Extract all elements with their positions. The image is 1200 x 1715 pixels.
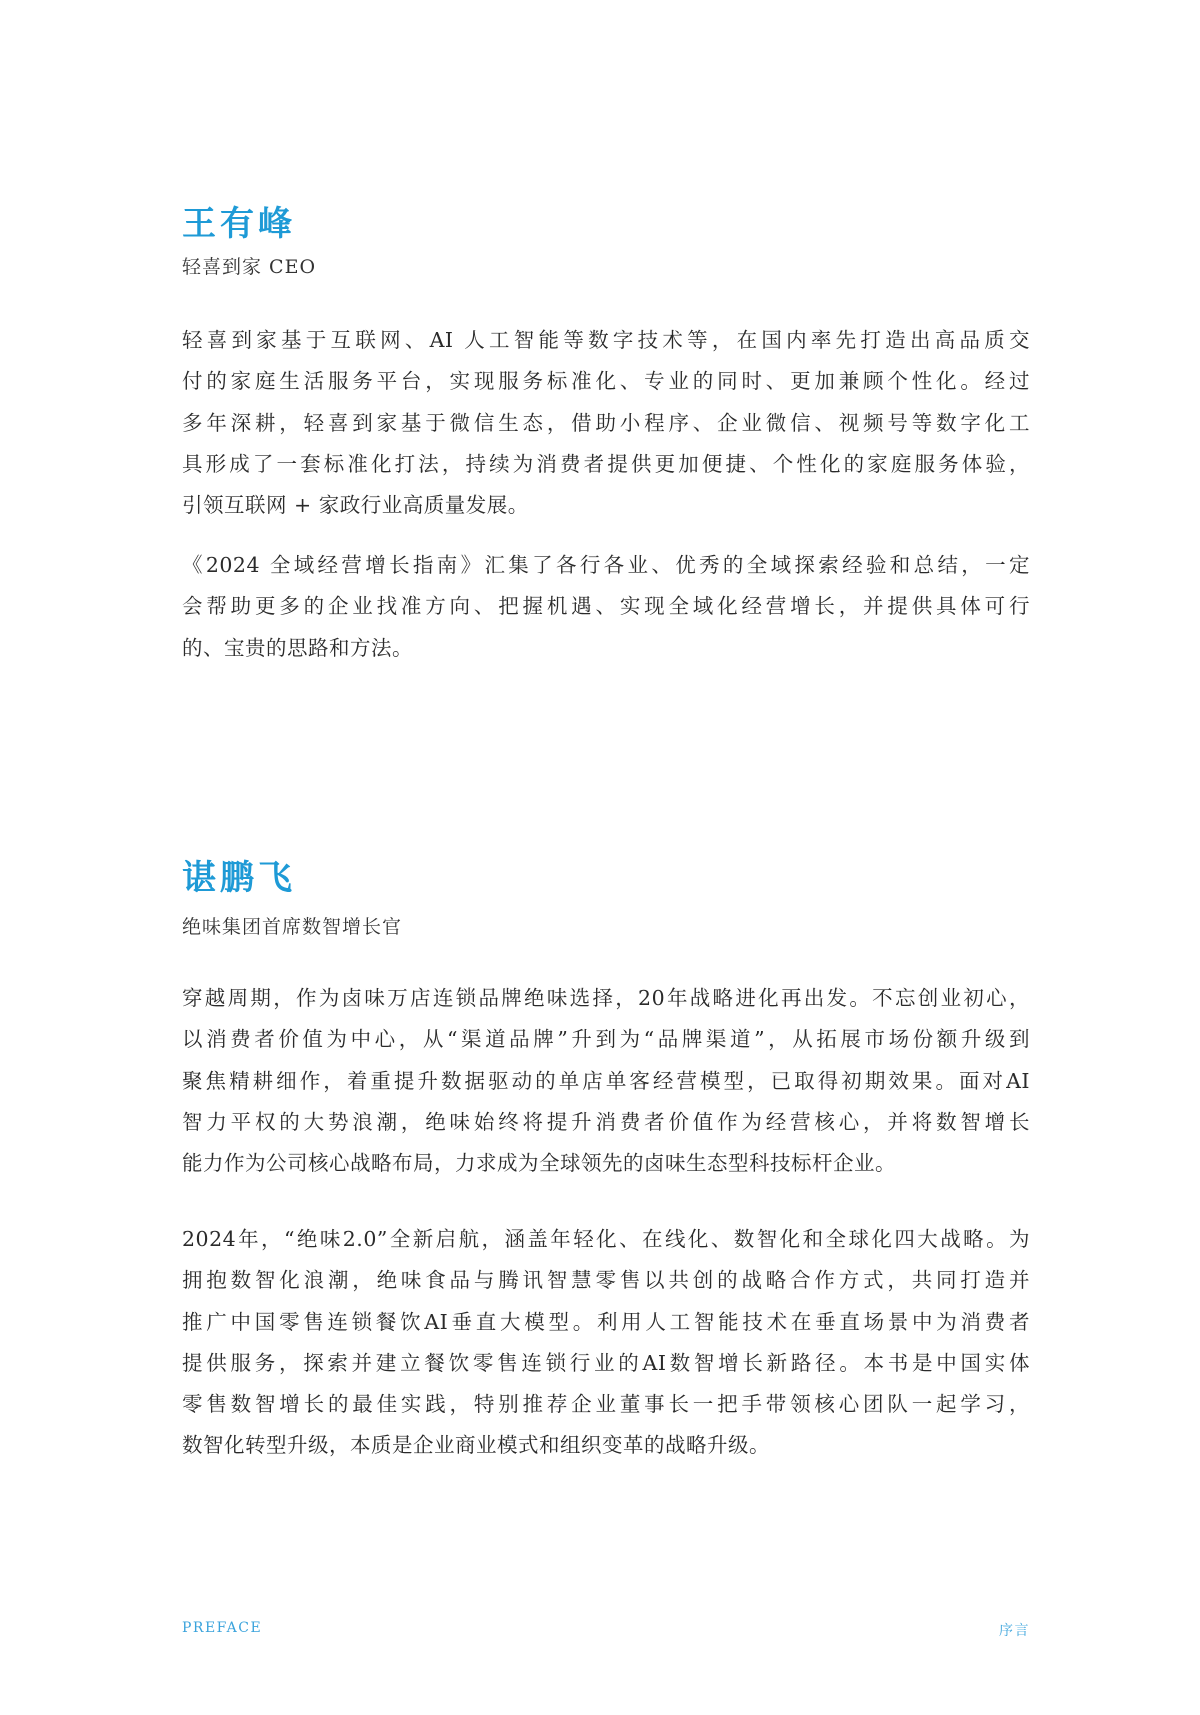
text-line: 穿越周期，作为卤味万店连锁品牌绝味选择，20年战略进化再出发。不忘创业初心，	[182, 986, 1030, 1010]
text-line: 2024年，“绝味2.0”全新启航，涵盖年轻化、在线化、数智化和全球化四大战略。为	[182, 1227, 1030, 1251]
author-name: 王有峰	[182, 204, 296, 244]
paragraph	[182, 320, 1030, 526]
text-line: 能力作为公司核心战略布局，力求成为全球领先的卤味生态型科技标杆企业。	[182, 1151, 896, 1176]
text-line: 智力平权的大势浪潮，绝味始终将提升消费者价值作为经营核心，并将数智增长	[182, 1109, 1030, 1134]
text-line: 多年深耕，轻喜到家基于微信生态，借助小程序、企业微信、视频号等数字化工	[182, 410, 1030, 435]
author-role: 绝味集团首席数智增长官	[182, 916, 403, 938]
text-line: 以消费者价值为中心，从“渠道品牌”升到为“品牌渠道”，从拓展市场份额升级到	[182, 1027, 1030, 1052]
text-line: 轻喜到家基于互联网、AI 人工智能等数字技术等，在国内率先打造出高品质交	[182, 328, 1030, 352]
paragraph	[182, 1219, 1030, 1467]
text-line: 数智化转型升级，本质是企业商业模式和组织变革的战略升级。	[182, 1433, 770, 1458]
text-line: 引领互联网 + 家政行业高质量发展。	[182, 493, 529, 518]
paragraph	[182, 545, 1030, 669]
text-line: 拥抱数智化浪潮，绝味食品与腾讯智慧零售以共创的战略合作方式，共同打造并	[182, 1268, 1030, 1293]
text-line: 的、宝贵的思路和方法。	[182, 635, 413, 660]
footer-section-label: PREFACE	[182, 1620, 263, 1636]
text-line: 会帮助更多的企业找准方向、把握机遇、实现全域化经营增长，并提供具体可行	[182, 594, 1030, 619]
text-line: 《2024 全域经营增长指南》汇集了各行各业、优秀的全域探索经验和总结，一定	[182, 553, 1030, 577]
paragraph	[182, 978, 1030, 1184]
text-line: 提供服务，探索并建立餐饮零售连锁行业的AI数智增长新路径。本书是中国实体	[182, 1350, 1030, 1375]
author-role: 轻喜到家 CEO	[182, 256, 317, 278]
text-line: 聚焦精耕细作，着重提升数据驱动的单店单客经营模型，已取得初期效果。面对AI	[182, 1068, 1030, 1093]
text-line: 付的家庭生活服务平台，实现服务标准化、专业的同时、更加兼顾个性化。经过	[182, 369, 1030, 394]
footer-section-label-cn: 序言	[999, 1623, 1030, 1639]
text-line: 具形成了一套标准化打法，持续为消费者提供更加便捷、个性化的家庭服务体验，	[182, 451, 1030, 476]
text-line: 推广中国零售连锁餐饮AI垂直大模型。利用人工智能技术在垂直场景中为消费者	[182, 1309, 1030, 1334]
author-name: 谌鹏飞	[182, 858, 296, 898]
text-line: 零售数智增长的最佳实践，特别推荐企业董事长一把手带领核心团队一起学习，	[182, 1392, 1030, 1417]
